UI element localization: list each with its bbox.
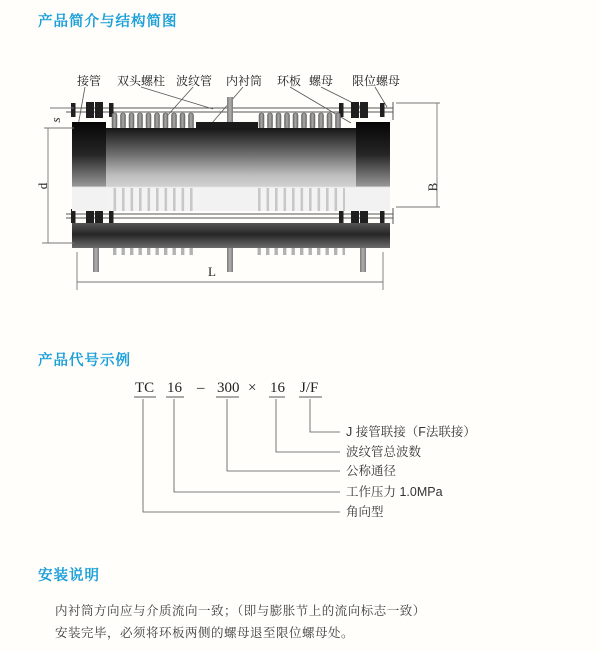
code-seg-connection: J/F [300,380,319,396]
section-title-intro: 产品简介与结构简图 [38,14,178,30]
dim-label-L: L [208,264,216,279]
code-seg-waves: 16 [270,380,285,396]
anno-pressure: 工作压力 1.0MPa [346,485,443,499]
structure-diagram [0,60,600,360]
code-seg-type: TC [135,380,155,396]
left-collar [72,122,106,187]
part-label-bowenguan: 波纹管 [175,74,213,88]
dim-label-s: s [48,117,63,123]
dimension-d [35,128,74,243]
code-seg-times: × [248,380,257,396]
part-label-neichentong: 内衬筒 [225,74,263,88]
right-collar [356,122,390,187]
anno-waves: 波纹管总波数 [346,445,422,459]
part-label-jieguan: 接管 [76,74,102,88]
anno-type: 角向型 [346,505,384,519]
inner-liner-band [196,122,258,129]
part-label-luomu: 螺母 [308,74,334,88]
install-instruction-line: 内衬筒方向应与介质流向一致；（即与膨胀节上的流向标志一致） [55,604,426,618]
anno-diameter: 公称通径 [346,464,397,478]
install-instruction-line: 安装完毕，必须将环板两侧的螺母退至限位螺母处。 [55,626,355,640]
joint-body [72,128,390,187]
joint-body-lower [72,223,390,248]
part-label-huanban: 环板 [276,74,302,88]
dimension-s [44,108,74,128]
section-title-install: 安装说明 [38,568,100,584]
dimension-B [396,103,440,207]
part-label-shuangtou: 双头螺柱 [116,74,166,88]
section-title-code: 产品代号示例 [38,353,131,369]
code-leader-lines [143,399,340,512]
anno-connection: J 接管联接（F法联接） [346,425,476,439]
code-seg-diameter: 300 [217,380,240,396]
code-example-diagram [0,370,600,560]
dim-label-d: d [35,182,50,190]
code-seg-dash: – [197,380,205,396]
dim-label-B: B [425,182,440,192]
part-label-xianwei: 限位螺母 [351,74,401,88]
code-seg-pressure: 16 [167,380,182,396]
